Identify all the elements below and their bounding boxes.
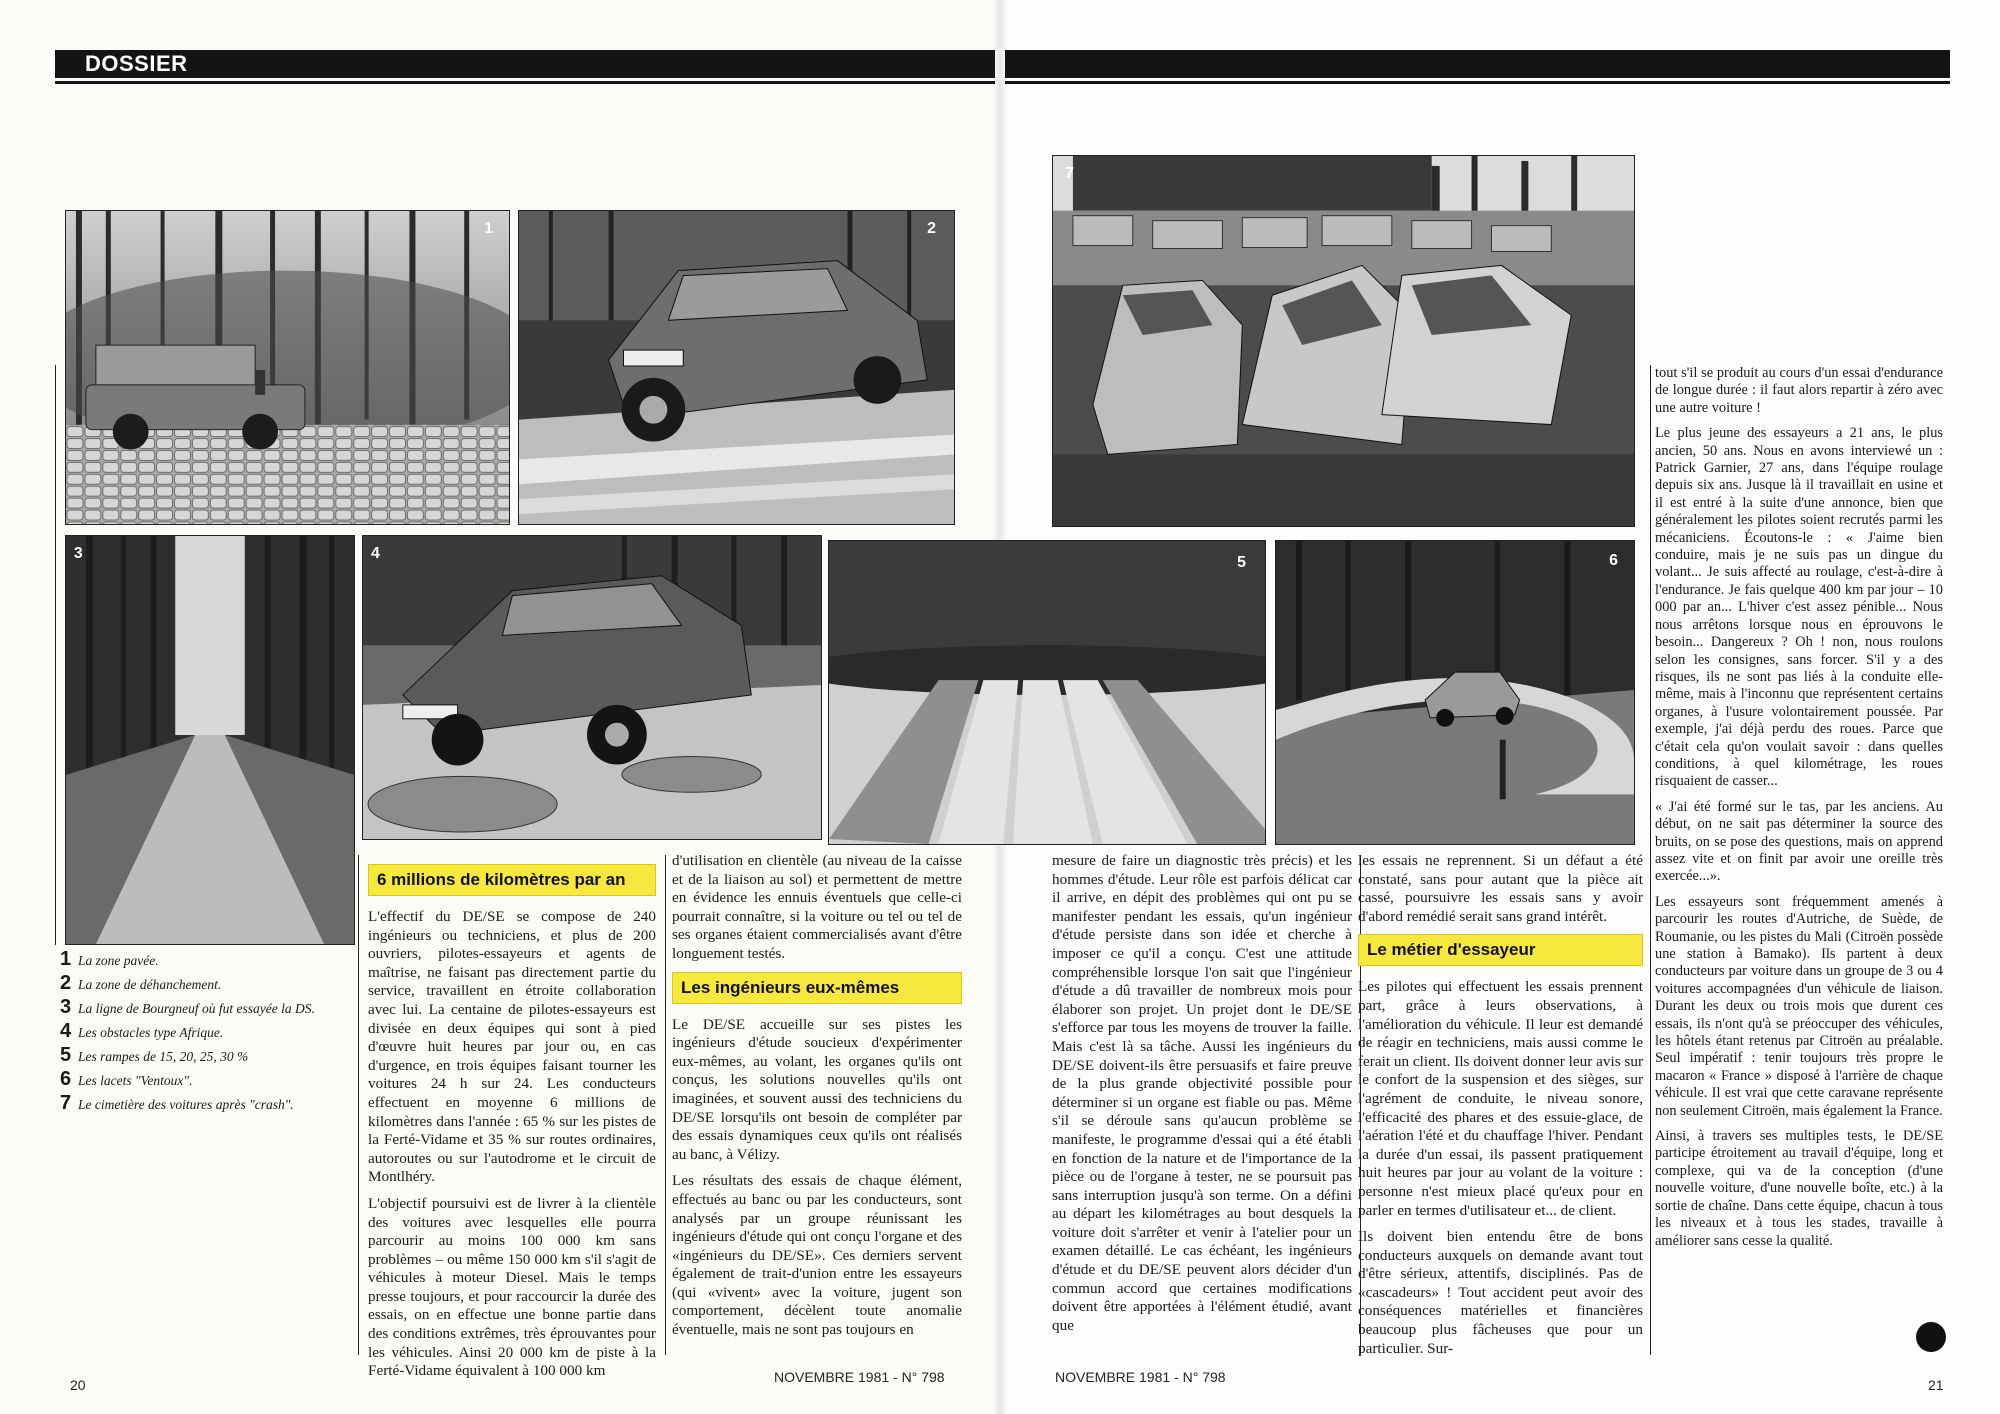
header-rule-right [1005, 81, 1950, 84]
paragraph: L'objectif poursuivi est de livrer à la clientèle des voitures avec lesquelles elle pourra parcourir au moins 100 000 km sans problèmes – ou même 150 000 km s'il s'agit de véhicules à moteur Diesel. Mais le temps presse toujours, et pour raccourcir la durée des essais, on en effectue une bonne partie dans des conditions extrêmes, très éprouvantes pour les véhicules. Ainsi 20 000 km de piste à la Ferté-Vidame équivalent à 100 000 km [368, 1194, 656, 1380]
photo-6-number: 6 [1609, 551, 1618, 569]
paragraph: les essais ne reprennent. Si un défaut a été constaté, sans pour autant que la pièce ait cassé, poursuivre les essais sans y avoir d'abord remédié serait sans grand intérêt. [1358, 852, 1643, 925]
heading-ingenieurs: Les ingénieurs eux-mêmes [672, 972, 962, 1004]
article-column-1 [368, 858, 656, 1381]
paragraph: mesure de faire un diagnostic très précis) et les hommes d'étude. Leur rôle est parfois délicat car il arrive, en dépit des problèmes qui ont pu se manifester pendant les essais, qu'un ingénieur d'étude persiste dans son idée et cherche à imposer ce qu'il a conçu. C'est une attitude compréhensible lorsque l'on sait que l'ingénieur d'étude a dû travailler de nombreux mois pour élaborer son projet. Un projet dont le DE/SE s'efforce par tous les moyens de trouver la faille. Mais c'est là sa tâche. Aussi les ingénieurs du DE/SE doivent-ils être persuasifs et faire preuve de la plus grande objectivité possible pour déterminer si un organe est fiable ou pas. Même s'il se déroule sans qu'aucun problème se manifeste, le programme d'essai qui a été établi en fonction de la nature et de l'importance de la pièce ou de l'organe à tester, ne se poursuit pas sans interruption jusqu'à son terme. On a défini au départ les kilométrages au bout desquels la voiture doit s'arrêter et venir à l'atelier pour un examen détaillé. Le cas échéant, les ingénieurs d'étude et du DE/SE peuvent alors décider d'un commun accord que certaines modifications doivent être apportées à l'élément étudié, avant que [1052, 852, 1352, 1334]
caption-number: 2 [60, 972, 72, 994]
caption-number: 5 [60, 1044, 72, 1066]
column-rule [665, 855, 666, 1355]
photo-3-number: 3 [73, 544, 83, 562]
photo-3-image [66, 536, 354, 944]
header-bar-right [1005, 50, 1950, 78]
page-number-left: 20 [70, 1377, 86, 1393]
photo-captions [60, 950, 360, 1118]
caption-7 [60, 1094, 360, 1114]
caption-3 [60, 998, 360, 1018]
caption-6 [60, 1070, 360, 1090]
photo-4-image [363, 536, 821, 839]
paragraph: Ils doivent bien entendu être de bons conducteurs auxquels on demande avant tout d'être sérieux, attentifs, disciplinés. Pas de «cascadeurs» ! Tout accident peut avoir des conséquences matérielles et financières beaucoup plus fâcheuses que pour un particulier. Sur- [1358, 1228, 1643, 1357]
photo-3-bourgneuf-line [65, 535, 355, 945]
paragraph: Les résultats des essais de chaque élément, effectués au banc ou par les conducteurs, sont analysés par un groupe réunissant les ingénieurs d'étude qui ont conçu l'organe et des «ingénieurs du DE/SE». Ces derniers servent également de trait-d'union entre les essayeurs (qui «vivent» avec la voiture, jugent son comportement, décèlent toute anomalie éventuelle, mais ne sont pas toujours en [672, 1172, 962, 1339]
photo-5-number: 5 [1237, 553, 1246, 571]
paragraph: Les pilotes qui effectuent les essais prennent part, grâce à leurs observations, à l'amélioration du véhicule. Il leur est demandé de réagir en techniciens, mais aussi comme le ferait un client. Ils doivent donner leur avis sur le confort de la suspension et des sièges, sur l'agrément de conduite, le niveau sonore, l'efficacité des phares et des essuie-glace, de l'aération l'été et du chauffage l'hiver. Pendant la durée d'un essai, ils passent pratiquement huit heures par jour au volant de la voiture : personne n'est mieux placé qu'eux pour en parler en termes d'utilisateur et... de client. [1358, 978, 1643, 1219]
heading-metier: Le métier d'essayeur [1358, 934, 1643, 966]
photo-6-ventoux-hairpins [1275, 540, 1635, 845]
caption-text: Les rampes de 15, 20, 25, 30 % [78, 1049, 249, 1064]
caption-4 [60, 1022, 360, 1042]
paragraph: « J'ai été formé sur le tas, par les anciens. Au début, on ne sait pas déterminer la source des bruits, on se pose des questions, mais on apprend assez vite et on finit par avoir une oreille très exercée...». [1655, 798, 1943, 885]
caption-text: La zone pavée. [78, 953, 159, 968]
end-of-article-mark [1916, 1322, 1946, 1352]
caption-number: 4 [60, 1020, 72, 1042]
paragraph: Ainsi, à travers ses multiples tests, le DE/SE participe étroitement au travail d'équipe, long et complexe, qui va de la conception (d'une nouvelle voiture, d'une nouvelle boîte, etc.) à la sortie de chaîne. Dans cette équipe, chacun à tous les niveaux et à tous les stades, travaille à améliorer sans cesse la qualité. [1655, 1128, 1943, 1249]
article-column-3 [1052, 852, 1352, 1335]
article-column-5 [1655, 365, 1943, 1250]
caption-text: Les lacets "Ventoux". [78, 1073, 193, 1088]
photo-7-image [1053, 156, 1634, 526]
issue-line-right: NOVEMBRE 1981 - N° 798 [1055, 1369, 1226, 1385]
caption-text: La zone de déhanchement. [78, 977, 222, 992]
header-rule-left [55, 81, 995, 84]
caption-number: 3 [60, 996, 72, 1018]
photo-5-image [829, 541, 1265, 844]
paragraph: d'utilisation en clientèle (au niveau de la caisse et de la liaison au sol) et permettent de mettre en évidence les ennuis éventuels que celle-ci pourrait connaître, si la voiture ou tel ou tel de ses organes étaient commercialisés avant d'être longuement testés. [672, 852, 962, 962]
photo-1-image [66, 211, 509, 524]
caption-1 [60, 950, 360, 970]
paragraph: L'effectif du DE/SE se compose de 240 ingénieurs ou techniciens, et plus de 200 ouvriers, pilotes-essayeurs et agents de maîtrise, ne faisant pas directement partie du service, travaillent en étroite collaboration avec lui. La centaine de pilotes-essayeurs est divisée en deux équipes qui sont à pied d'œuvre huit heures par jour ou, en cas d'urgence, en trois équipes faisant tourner les voitures 24 h sur 24. Les conducteurs effectuent en moyenne 6 millions de kilomètres dans l'année : 65 % sur les pistes de la Ferté-Vidame et 35 % sur routes ordinaires, autoroutes ou sur l'autodrome et le circuit de Montlhéry. [368, 908, 656, 1186]
photo-7-number: 7 [1064, 164, 1074, 182]
photo-5-ramps [828, 540, 1266, 845]
caption-number: 6 [60, 1068, 72, 1090]
photo-2-image [519, 211, 954, 524]
header-bar-left [55, 50, 995, 78]
column-rule [358, 855, 359, 1355]
paragraph: Les essayeurs sont fréquemment amenés à parcourir les routes d'Autriche, de Suède, de Roumanie, ou les pistes du Mali (Citroën possède une station à Bamako). Ils partent à deux conducteurs par voiture dans un groupe de 3 ou 4 voitures accompagnées d'un véhicule de liaison. Durant les deux ou trois mois que durent ces essais, ils n'ont qu'à se préoccuper des véhicules, les hôtels étant retenus par Citroën au préalable. Seul impératif : tenir toujours très propre le macaron « France » disposé à l'arrière de chaque véhicule. Il est vrai que cette caravane représente non seulement Citroën, mais également la France. [1655, 893, 1943, 1119]
photo-4-number: 4 [370, 544, 380, 562]
caption-text: La ligne de Bourgneuf où fut essayée la DS. [78, 1001, 315, 1016]
article-column-2 [672, 852, 962, 1340]
caption-number: 1 [60, 948, 72, 970]
heading-kilometres: 6 millions de kilomètres par an [368, 864, 656, 896]
page-number-right: 21 [1928, 1377, 1944, 1393]
caption-text: Les obstacles type Afrique. [78, 1025, 224, 1040]
caption-text: Le cimetière des voitures après "crash". [78, 1097, 294, 1112]
caption-number: 7 [60, 1092, 72, 1114]
photo-7-car-cemetery [1052, 155, 1635, 527]
photo-2-hip-zone [518, 210, 955, 525]
photo-1-number: 1 [484, 219, 493, 237]
photo-1-paved-zone [65, 210, 510, 525]
caption-5 [60, 1046, 360, 1066]
photo-4-africa-obstacles [362, 535, 822, 840]
paragraph: Le plus jeune des essayeurs a 21 ans, le plus ancien, 50 ans. Nous en avons interviewé un : Patrick Garnier, 27 ans, dans l'équipe roulage depuis six ans. Jusque là il travaillait en usine et il est entré à la suite d'une annonce, bien que généralement les pilotes soient recrutés parmi les mécaniciens. Écoutons-le : « J'aime bien conduire, mais je ne suis pas un dingue du volant... Je suis affecté au roulage, c'est-à-dire à l'endurance. Je fais quelque 400 km par jour – 10 000 par an... L'hiver c'est assez pénible... Nous nous arrêtons lorsque nous en éprouvons le besoin... Dangereux ? Oh ! non, nous roulons selon les consignes, sans forcer. S'il y a des risques, ils ne sont pas liés à la conduite elle-même, mais à l'inconnu que représentent certains organes, à l'usure volontairement poussée. Par exemple, j'ai déjà perdu des roues. Parce que c'était cela qu'on voulait savoir : dans quelles conditions, à quel kilométrage, les roues risquaient de casser... [1655, 425, 1943, 790]
paragraph: tout s'il se produit au cours d'un essai d'endurance de longue durée : il faut alors repartir à zéro avec une autre voiture ! [1655, 365, 1943, 416]
paragraph: Le DE/SE accueille sur ses pistes les ingénieurs d'étude soucieux d'expérimenter eux-mêmes, au volant, les organes qu'ils ont conçus, les solutions nouvelles qu'ils ont imaginées, et souvent aussi des techniciens du DE/SE lorsqu'ils ont besoin de compléter par des essais dynamiques ceux qu'ils ont réalisés au banc, à Vélizy. [672, 1015, 962, 1163]
section-label: DOSSIER [85, 51, 188, 76]
column-rule [1650, 365, 1651, 1355]
photo-6-image [1276, 541, 1634, 844]
issue-line-left: NOVEMBRE 1981 - N° 798 [774, 1369, 945, 1385]
caption-2 [60, 974, 360, 994]
column-rule [55, 365, 56, 945]
article-column-4 [1358, 852, 1643, 1358]
photo-2-number: 2 [927, 219, 936, 237]
